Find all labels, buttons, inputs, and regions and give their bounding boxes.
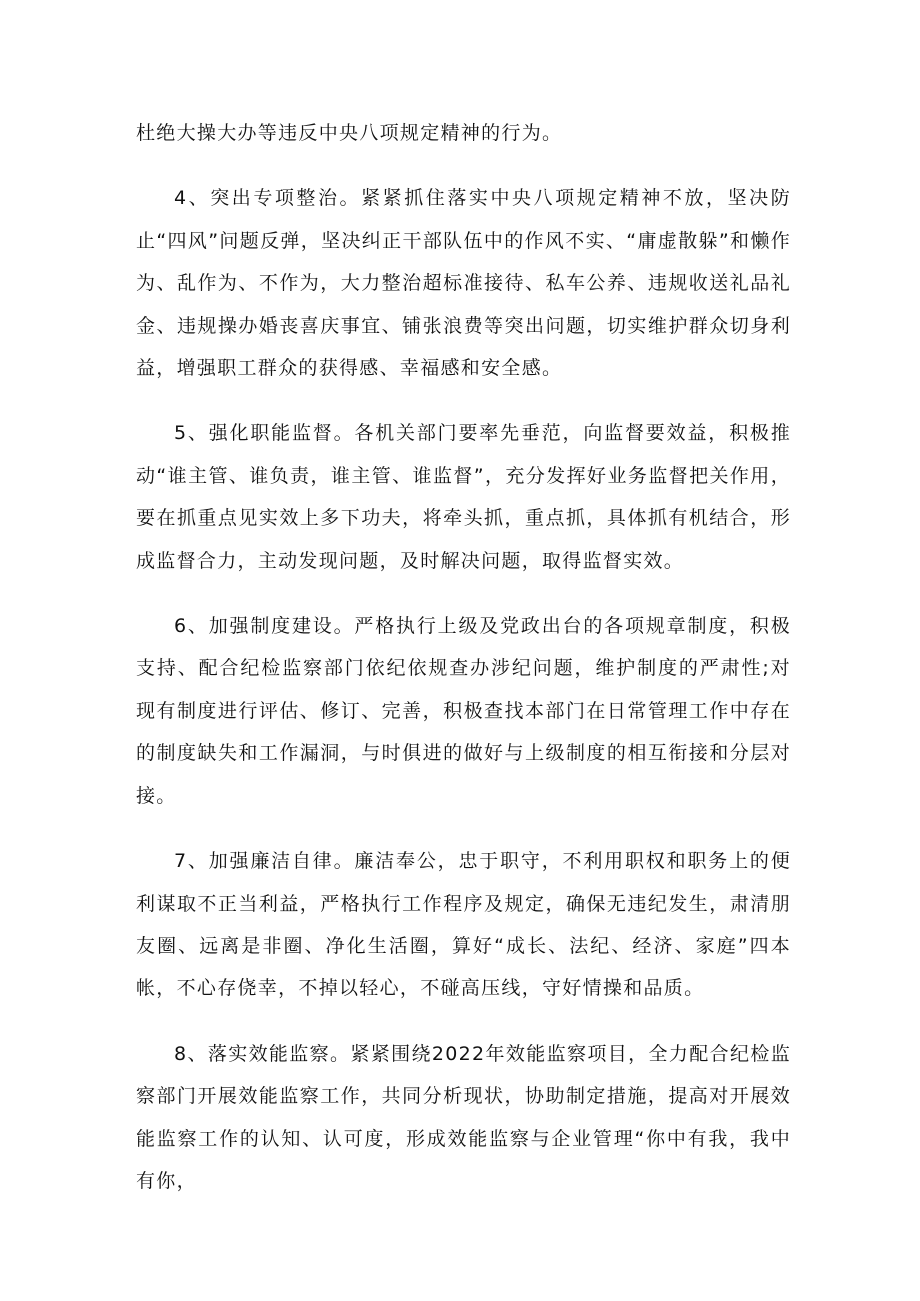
paragraph-6-system-construction: 6、加强制度建设。严格执行上级及党政出台的各项规章制度，积极支持、配合纪检监察部门依纪依规查办涉纪问题，维护制度的严肃性;对现有制度进行评估、修订、完善，积极查找本部门在日常管理工作中存在的制度缺失和工作漏洞，与时俱进的做好与上级制度的相互衔接和分层对接。 (136, 615, 791, 807)
paragraph-7-integrity-self-discipline: 7、加强廉洁自律。廉洁奉公，忠于职守，不利用职权和职务上的便利谋取不正当利益，严格执行工作程序及规定，确保无违纪发生，肃清朋友圈、远离是非圈、净化生活圈，算好“成长、法纪、经济、家庭”四本帐，不心存侥幸，不掉以轻心，不碰高压线，守好情操和品质。 (136, 850, 791, 1000)
paragraph-8-efficiency-supervision: 8、落实效能监察。紧紧围绕2022年效能监察项目，全力配合纪检监察部门开展效能监察工作，共同分析现状，协助制定措施，提高对开展效能监察工作的认知、认可度，形成效能监察与企业管理“你中有我，我中有你， (136, 1042, 791, 1192)
document-body (136, 112, 791, 1202)
paragraph-4-special-rectification: 4、突出专项整治。紧紧抓住落实中央八项规定精神不放，坚决防止“四风”问题反弹，坚决纠正干部队伍中的作风不实、“庸虚散躲”和懒作为、乱作为、不作为，大力整治超标准接待、私车公养、违规收送礼品礼金、违规操办婚丧喜庆事宜、铺张浪费等突出问题，切实维护群众切身利益，增强职工群众的获得感、幸福感和安全感。 (136, 187, 791, 380)
paragraph-continuation: 杜绝大操大办等违反中央八项规定精神的行为。 (136, 122, 563, 144)
paragraph-5-functional-supervision: 5、强化职能监督。各机关部门要率先垂范，向监督要效益，积极推动“谁主管、谁负责，谁主管、谁监督”，充分发挥好业务监督把关作用，要在抓重点见实效上多下功夫，将牵头抓，重点抓，具体抓有机结合，形成监督合力，主动发现问题，及时解决问题，取得监督实效。 (136, 422, 791, 572)
